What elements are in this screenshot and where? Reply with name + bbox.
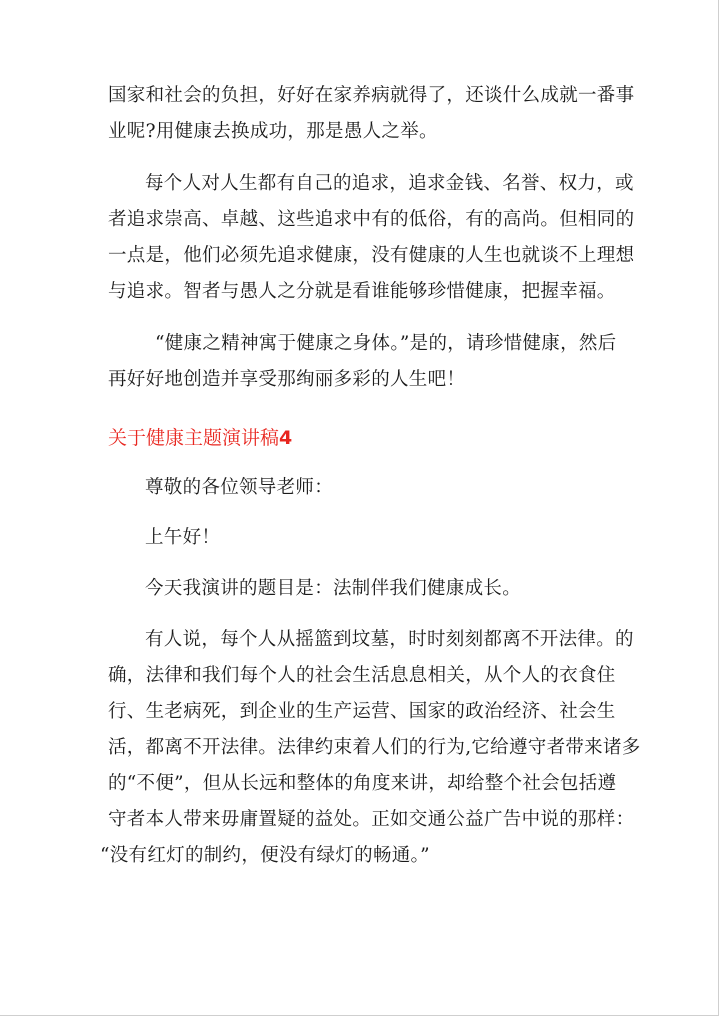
paragraph-line: 守者本人带来毋庸置疑的益处。正如交通公益广告中说的那样： — [108, 809, 635, 830]
paragraph-line: 每个人对人生都有自己的追求，追求金钱、名誉、权力，或 — [145, 173, 634, 194]
paragraph-line: 活，都离不开法律。法律约束着人们的行为,它给遵守者带来诸多 — [108, 737, 641, 758]
section-heading — [108, 426, 292, 450]
paragraph-line: 的“不便”，但从长远和整体的角度来讲，却给整个社会包括遵 — [108, 773, 617, 794]
paragraph-line: “没有红灯的制约，便没有绿灯的畅通。” — [100, 845, 430, 866]
speech-topic: 今天我演讲的题目是：法制伴我们健康成长。 — [145, 578, 522, 599]
speech-salutation: 上午好！ — [145, 527, 221, 548]
paragraph-line: 国家和社会的负担，好好在家养病就得了，还谈什么成就一番事 — [108, 85, 635, 106]
paragraph-line: 再好好地创造并享受那绚丽多彩的人生吧！ — [108, 369, 466, 390]
paragraph-line: 确，法律和我们每个人的社会生活息息相关，从个人的衣食住 — [108, 665, 616, 686]
paragraph-line: 与追求。智者与愚人之分就是看谁能够珍惜健康，把握幸福。 — [108, 281, 616, 302]
paragraph-line: 者追求崇高、卓越、这些追求中有的低俗，有的高尚。但相同的 — [108, 209, 635, 230]
paragraph-line: 有人说，每个人从摇篮到坟墓，时时刻刻都离不开法律。的 — [145, 629, 634, 650]
speech-greeting: 尊敬的各位领导老师： — [145, 477, 334, 498]
section-heading-number: 4 — [279, 427, 293, 449]
paragraph-line: “健康之精神寓于健康之身体。”是的，请珍惜健康，然后 — [155, 333, 617, 354]
paragraph-line: 行、生老病死，到企业的生产运营、国家的政治经济、社会生 — [108, 701, 616, 722]
section-heading-text: 关于健康主题演讲稿 — [108, 427, 280, 449]
paragraph-line: 业呢?用健康去换成功，那是愚人之举。 — [108, 121, 438, 142]
paragraph-line: 一点是，他们必须先追求健康，没有健康的人生也就谈不上理想 — [108, 245, 635, 266]
